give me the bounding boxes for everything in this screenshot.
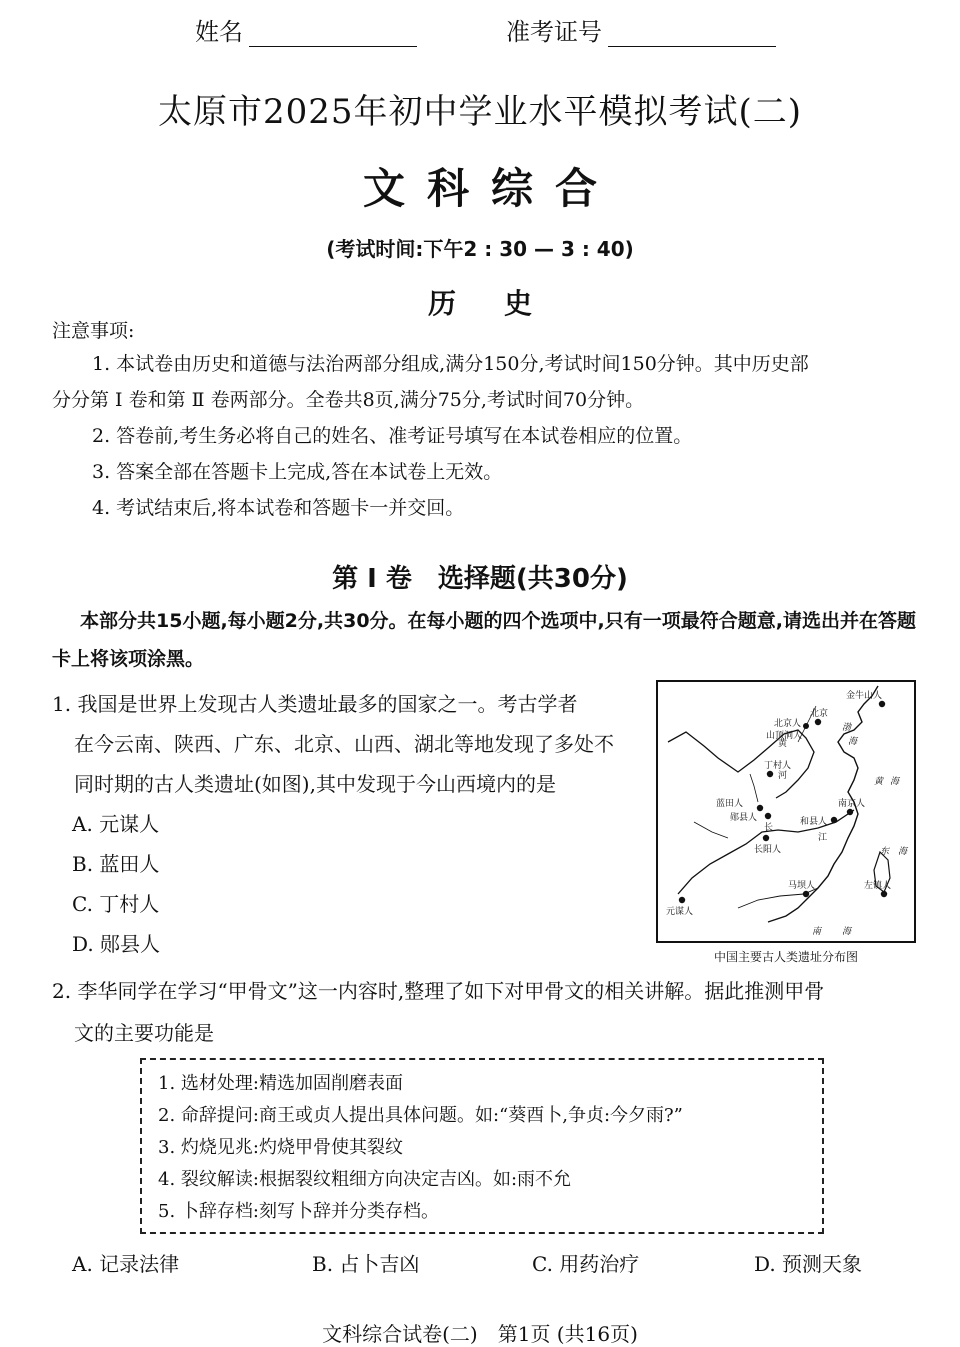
label-beijing: 北京 (810, 709, 829, 719)
q2-option-a: A. 记录法律 (72, 1252, 180, 1276)
q1-option-c: C. 丁村人 (72, 892, 160, 916)
label-huanghai-2: 海 (890, 777, 900, 787)
section-title: 历史 (427, 287, 580, 320)
notice-item-2: 2. 答卷前,考生务必将自己的姓名、准考证号填写在本试卷相应的位置。 (92, 425, 693, 447)
note-line-3: 3. 灼烧见兆:灼烧甲骨使其裂纹 (158, 1137, 403, 1158)
q1-option-d: D. 郧县人 (72, 932, 161, 956)
label-yuanmou: 元谋人 (666, 907, 694, 917)
label-nanjing: 南京人 (838, 799, 866, 809)
q2-stem-line-2: 文的主要功能是 (74, 1021, 214, 1045)
note-line-5: 5. 卜辞存档:刻写卜辞并分类存档。 (158, 1201, 439, 1222)
q2-option-d: D. 预测天象 (754, 1252, 863, 1276)
map-caption: 中国主要古人类遗址分布图 (713, 950, 858, 964)
q2-options (72, 1248, 922, 1277)
q1-option-a: A. 元谋人 (72, 812, 160, 836)
site-lantian (757, 805, 763, 811)
ticket-field (506, 12, 776, 47)
q1-stem-line-2: 在今云南、陕西、广东、北京、山西、湖北等地发现了多处不 (74, 732, 614, 756)
notice-item-1-cont: 分分第 Ⅰ 卷和第 Ⅱ 卷两部分。全卷共8页,满分75分,考试时间70分钟。 (52, 389, 645, 411)
site-dingcun (767, 771, 773, 777)
label-nanhai-1: 南 (812, 927, 822, 937)
note-line-2: 2. 命辞提问:商王或贞人提出具体问题。如:“葵酉卜,争贞:今夕雨?” (158, 1105, 683, 1126)
name-label: 姓名 (195, 18, 243, 46)
site-yuanmou (679, 897, 685, 903)
page-footer: 文科综合试卷(二) 第1页 (共16页) (322, 1322, 638, 1346)
label-beijingren: 北京人 (774, 719, 802, 729)
q2-option-c: C. 用药治疗 (532, 1252, 640, 1276)
part1-intro: 本部分共15小题,每小题2分,共30分。在每小题的四个选项中,只有一项最符合题意,请选出并在答题卡上将该项涂黑。 (52, 610, 916, 670)
notice-item-4: 4. 考试结束后,将本试卷和答题卡一并交回。 (92, 497, 465, 519)
q2-option-b: B. 占卜吉凶 (312, 1252, 420, 1276)
label-huanghe-1: 黄 (778, 739, 788, 749)
label-changjiang-2: 江 (818, 833, 828, 843)
label-bohai-1: 渤 (842, 723, 852, 733)
exam-time: (考试时间:下午2 : 30 — 3 : 40) (326, 237, 634, 261)
ancient-human-sites-map (656, 680, 916, 943)
question-2 (52, 970, 918, 1054)
notice-item-3: 3. 答案全部在答题卡上完成,答在本试卷上无效。 (92, 461, 503, 483)
label-donghai-1: 东 (880, 847, 890, 857)
ticket-label: 准考证号 (506, 18, 602, 46)
label-maba: 马坝人 (788, 881, 816, 891)
site-yunxian (765, 813, 771, 819)
exam-title: 太原市2025年初中学业水平模拟考试(二) (157, 92, 803, 132)
q1-stem-line-1: 1. 我国是世界上发现古人类遗址最多的国家之一。考古学者 (52, 692, 578, 716)
label-dingcun: 丁村人 (764, 761, 792, 771)
label-shandingdong: 山顶洞人 (766, 731, 803, 741)
q1-option-b: B. 蓝田人 (72, 852, 160, 876)
q1-stem-line-3: 同时期的古人类遗址(如图),其中发现于今山西境内的是 (74, 772, 556, 796)
notice-item-1: 1. 本试卷由历史和道德与法治两部分组成,满分150分,考试时间150分钟。其中历史部 (92, 353, 809, 375)
ticket-blank-line (608, 24, 776, 47)
label-jinniushan: 金牛山人 (846, 691, 883, 701)
site-zhoukoudian (803, 723, 809, 729)
q2-stem-line-1: 2. 李华同学在学习“甲骨文”这一内容时,整理了如下对甲骨文的相关讲解。据此推测甲骨 (52, 979, 825, 1003)
site-nanjing (847, 809, 853, 815)
question-1 (52, 684, 642, 964)
label-changjiang-1: 长 (764, 823, 774, 833)
subject-title: 文科综合 (362, 164, 619, 213)
label-donghai-2: 海 (898, 847, 908, 857)
note-line-1: 1. 选材处理:精选加固削磨表面 (158, 1073, 403, 1094)
label-bohai-2: 海 (848, 737, 858, 747)
name-field (195, 12, 417, 47)
site-jinniushan (879, 701, 885, 707)
label-nanhai-2: 海 (842, 927, 852, 937)
label-yunxian: 郧县人 (730, 813, 758, 823)
site-hexian (831, 817, 837, 823)
name-blank-line (249, 24, 417, 47)
site-maba (803, 891, 809, 897)
part1-title: 第 Ⅰ 卷 选择题(共30分) (332, 564, 628, 594)
site-zuozhen (881, 891, 887, 897)
site-beijing (815, 719, 821, 725)
map-drawing (658, 682, 914, 941)
notice-heading: 注意事项: (52, 320, 135, 342)
label-zuozhen: 左镇人 (864, 881, 892, 891)
label-lantian: 蓝田人 (716, 799, 744, 809)
oracle-bone-notes-box (140, 1058, 824, 1234)
label-huanghai-1: 黄 (874, 777, 884, 787)
note-line-4: 4. 裂纹解读:根据裂纹粗细方向决定吉凶。如:雨不允 (158, 1169, 572, 1190)
label-hexian: 和县人 (800, 817, 828, 827)
label-huanghe-2: 河 (778, 771, 788, 781)
site-changyang (763, 835, 769, 841)
label-changyang: 长阳人 (754, 845, 782, 855)
